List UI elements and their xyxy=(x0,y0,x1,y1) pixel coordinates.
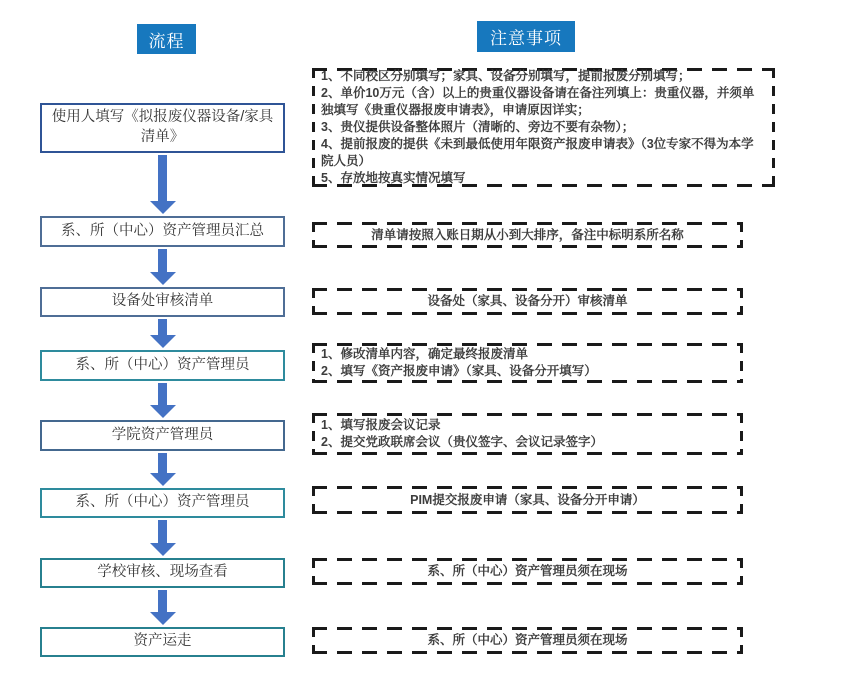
flow-step-box-7: 学校审核、现场查看 xyxy=(40,558,285,588)
note-box-1 xyxy=(312,68,775,187)
arrow-down-icon xyxy=(149,383,176,418)
note-line: 5、存放地按真实情况填写 xyxy=(321,171,466,185)
flow-step-box-5: 学院资产管理员 xyxy=(40,420,285,451)
process-column-header: 流程 xyxy=(137,24,196,54)
arrow-down-icon xyxy=(149,319,176,348)
flow-step-box-2: 系、所（中心）资产管理员汇总 xyxy=(40,216,285,247)
note-box-8: 系、所（中心）资产管理员须在现场 xyxy=(312,627,743,654)
arrow-down-icon xyxy=(149,453,176,486)
arrow-down-icon xyxy=(149,590,176,625)
note-line: 2、填写《资产报废申请》（家具、设备分开填写） xyxy=(321,364,597,378)
note-box-4 xyxy=(312,343,743,383)
note-line: 1、不同校区分别填写；家具、设备分别填写，提前报废分别填写； xyxy=(321,69,691,83)
note-line: 1、修改清单内容，确定最终报废清单 xyxy=(321,347,528,361)
flow-step-box-6: 系、所（中心）资产管理员 xyxy=(40,488,285,518)
note-line: 4、提前报废的提供《未到最低使用年限资产报废申请表》（3位专家不得为本学院人员） xyxy=(321,137,754,168)
note-box-2: 清单请按照入账日期从小到大排序，备注中标明系所名称 xyxy=(312,222,743,248)
note-line: 2、提交党政联席会议（贵仪签字、会议记录签字） xyxy=(321,435,603,449)
note-box-6: PIM提交报废申请（家具、设备分开申请） xyxy=(312,486,743,514)
note-box-7: 系、所（中心）资产管理员须在现场 xyxy=(312,558,743,585)
note-line: 1、填写报废会议记录 xyxy=(321,418,441,432)
note-box-5 xyxy=(312,413,743,455)
note-line: 2、单价10万元（含）以上的贵重仪器设备请在备注列填上：贵重仪器，并须单独填写《贵重仪器报废申请表》，申请原因详实； xyxy=(321,86,755,117)
arrow-down-icon xyxy=(149,155,176,214)
arrow-down-icon xyxy=(149,520,176,556)
flow-step-box-1: 使用人填写《拟报废仪器设备/家具清单》 xyxy=(40,103,285,153)
flow-step-box-8: 资产运走 xyxy=(40,627,285,657)
flow-step-box-4: 系、所（中心）资产管理员 xyxy=(40,350,285,381)
note-box-3: 设备处（家具、设备分开）审核清单 xyxy=(312,288,743,315)
note-line: 3、贵仪提供设备整体照片（清晰的、旁边不要有杂物）； xyxy=(321,120,635,134)
arrow-down-icon xyxy=(149,249,176,285)
flow-step-box-3: 设备处审核清单 xyxy=(40,287,285,317)
notes-column-header: 注意事项 xyxy=(477,21,575,52)
